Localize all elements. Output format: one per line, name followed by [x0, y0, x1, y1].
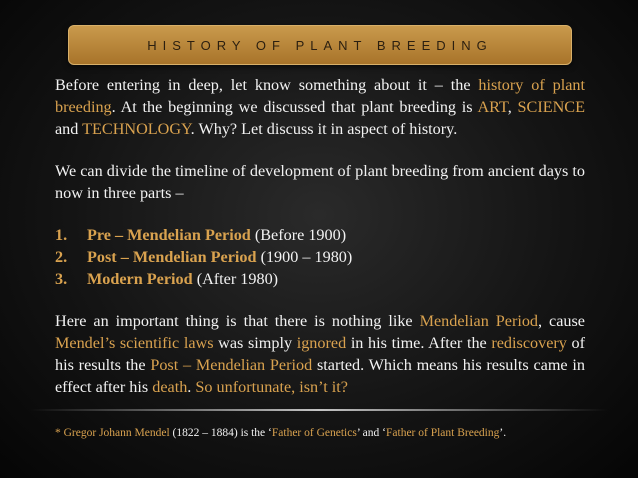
text-run: ’ and ‘ [356, 427, 386, 439]
spacer [55, 140, 585, 160]
mendel-paragraph [55, 310, 585, 398]
footnote-mendel-name: * Gregor Johann Mendel [55, 427, 170, 439]
period-name: Post – Mendelian Period [87, 248, 257, 266]
text-run: , cause [538, 312, 585, 330]
text-run: . [187, 378, 196, 396]
spacer [55, 204, 585, 224]
period-range: (1900 – 1980) [256, 248, 353, 266]
divider-line [30, 409, 608, 411]
text-run: . Why? Let discuss it in aspect of history. [190, 120, 458, 138]
footnote-father-of-plant-breeding: Father of Plant Breeding [386, 427, 500, 439]
text-run: Before entering in deep, let know something about it – the [55, 76, 479, 94]
footnote [55, 425, 595, 441]
period-name: Modern Period [87, 270, 193, 288]
intro-paragraph [55, 74, 585, 140]
text-run: Here an important thing is that there is nothing like [55, 312, 420, 330]
list-item [55, 246, 585, 268]
highlight-art: ART [477, 98, 508, 116]
highlight-ignored: ignored [296, 334, 347, 352]
highlight-mendelian-period: Mendelian Period [419, 312, 539, 330]
text-run: (1822 – 1884) is the ‘ [169, 427, 272, 439]
periods-list [55, 224, 585, 290]
highlight-history-of-plant-breeding: history of plant breeding [55, 76, 585, 116]
text-run: . At the beginning we discussed that plant breeding is [111, 98, 478, 116]
text-run: ’. [499, 427, 507, 439]
slide-content [55, 74, 585, 398]
highlight-death: death [152, 378, 188, 396]
highlight-rediscovery: rediscovery [491, 334, 567, 352]
spacer [55, 290, 585, 310]
text-run: started. Which means his results came in effect after his [55, 356, 586, 396]
timeline-paragraph: We can divide the timeline of development of plant breeding from ancient days to now in three parts – [55, 162, 585, 202]
period-range: (After 1980) [192, 270, 279, 288]
slide-title: HISTORY OF PLANT BREEDING [147, 37, 493, 53]
list-item [55, 268, 585, 290]
period-range: (Before 1900) [250, 226, 347, 244]
highlight-technology: TECHNOLOGY [82, 120, 191, 138]
list-number: 2. [55, 248, 68, 266]
text-run: was simply [213, 334, 297, 352]
text-run: in his time. After the [346, 334, 492, 352]
text-run: and [55, 120, 83, 138]
highlight-mendels-laws: Mendel’s scientific laws [55, 334, 214, 352]
list-number: 1. [55, 226, 68, 244]
list-number: 3. [55, 270, 68, 288]
highlight-science: SCIENCE [517, 98, 585, 116]
highlight-so-unfortunate: So unfortunate, isn’t it? [195, 378, 348, 396]
text-run: , [507, 98, 518, 116]
highlight-post-mendelian-period: Post – Mendelian Period [150, 356, 313, 374]
period-name: Pre – Mendelian Period [87, 226, 251, 244]
slide-title-bar [68, 25, 572, 65]
footnote-father-of-genetics: Father of Genetics [271, 427, 357, 439]
text-run: of his results the [55, 334, 586, 374]
list-item [55, 224, 585, 246]
